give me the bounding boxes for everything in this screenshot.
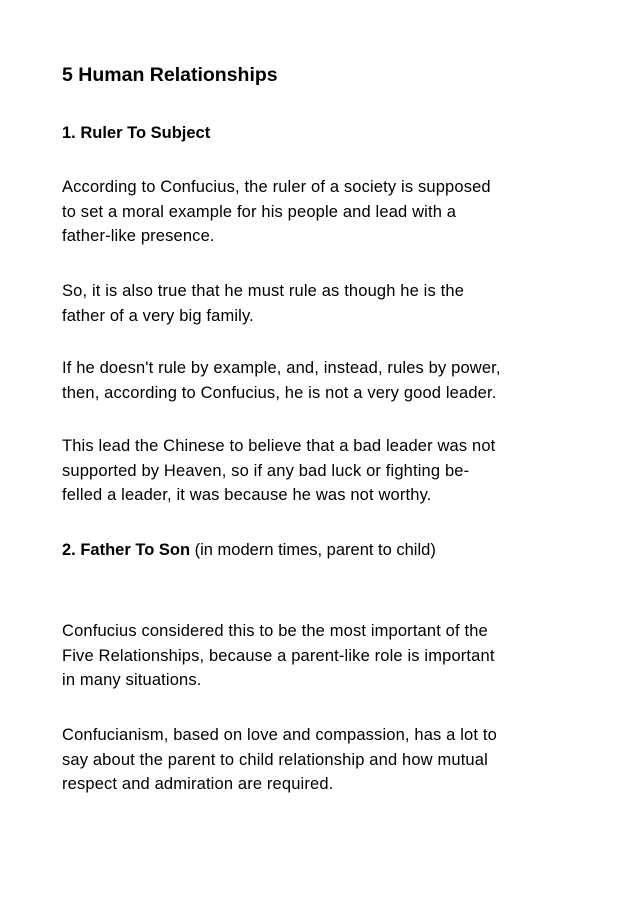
paragraph <box>62 175 582 249</box>
paragraph-line: in many situations. <box>62 671 202 690</box>
paragraph-line: Five Relationships, because a parent-like role is important <box>62 646 495 665</box>
section-heading-father-to-son <box>62 538 436 562</box>
paragraph <box>62 356 582 405</box>
paragraph-line: According to Confucius, the ruler of a society is supposed <box>62 178 491 196</box>
paragraph-line: felled a leader, it was because he was not worthy. <box>62 486 432 505</box>
paragraph-line: So, it is also true that he must rule as though he is the <box>62 282 465 300</box>
paragraph-line: If he doesn't rule by example, and, instead, rules by power, <box>62 359 501 377</box>
paragraph <box>62 619 582 693</box>
section-heading-label: 1. Ruler To Subject <box>62 124 211 142</box>
paragraph <box>62 723 582 797</box>
paragraph-line: Confucius considered this to be the most important of the <box>62 622 488 640</box>
paragraph-line: This lead the Chinese to believe that a bad leader was not <box>62 437 496 455</box>
document-title: 5 Human Relationships <box>62 64 278 86</box>
section-heading-label: 2. Father To Son <box>62 541 191 559</box>
paragraph-line: Confucianism, based on love and compassion, has a lot to <box>62 726 497 744</box>
paragraph-line: father of a very big family. <box>62 306 254 325</box>
paragraph <box>62 434 582 508</box>
paragraph-line: supported by Heaven, so if any bad luck or fighting be- <box>62 461 470 480</box>
section-heading-ruler-to-subject <box>62 121 210 145</box>
paragraph-line: father-like presence. <box>62 227 215 246</box>
paragraph-line: respect and admiration are required. <box>62 775 334 794</box>
paragraph <box>62 279 582 328</box>
paragraph-line: to set a moral example for his people and lead with a <box>62 202 457 221</box>
paragraph-line: say about the parent to child relationship and how mutual <box>62 750 488 769</box>
paragraph-line: then, according to Confucius, he is not a very good leader. <box>62 383 497 402</box>
section-heading-suffix: (in modern times, parent to child) <box>190 541 436 559</box>
